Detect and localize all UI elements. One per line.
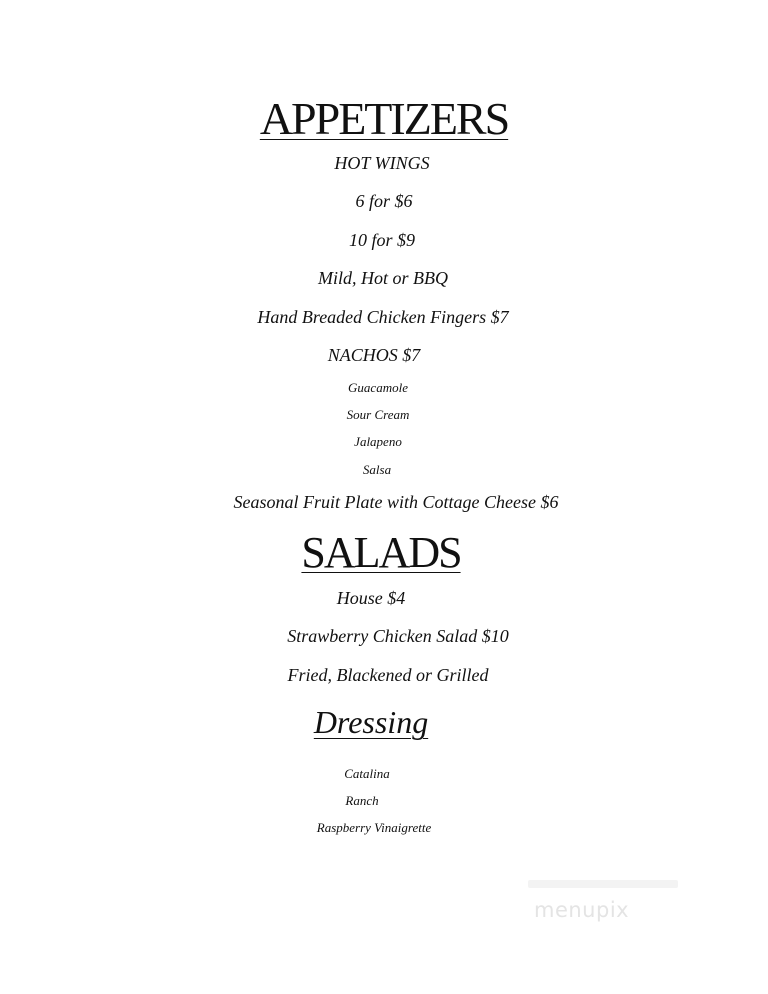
dressing-option-catalina: Catalina xyxy=(344,766,390,781)
salads-heading: SALADS xyxy=(301,528,461,577)
dressing-heading: Dressing xyxy=(313,704,429,740)
nacho-topping-salsa: Salsa xyxy=(362,462,392,477)
dressing-option-ranch: Ranch xyxy=(345,793,379,808)
nachos-item: NACHOS $7 xyxy=(327,345,421,365)
chicken-fingers-item: Hand Breaded Chicken Fingers $7 xyxy=(257,307,509,327)
appetizers-heading: APPETIZERS xyxy=(259,93,509,144)
watermark-strip xyxy=(528,880,678,888)
chicken-styles: Fried, Blackened or Grilled xyxy=(287,665,489,685)
wings-flavors: Mild, Hot or BBQ xyxy=(318,268,448,288)
nacho-topping-guacamole: Guacamole xyxy=(348,380,408,395)
fruit-plate-item: Seasonal Fruit Plate with Cottage Cheese $6 xyxy=(233,492,559,512)
nacho-topping-jalapeno: Jalapeno xyxy=(354,434,402,449)
strawberry-salad-item: Strawberry Chicken Salad $10 xyxy=(287,626,509,646)
hot-wings-title: HOT WINGS xyxy=(334,153,430,173)
menupix-watermark: menupix xyxy=(534,898,630,922)
wings-10-price: 10 for $9 xyxy=(348,230,415,250)
nacho-topping-sour-cream: Sour Cream xyxy=(346,407,410,422)
wings-6-price: 6 for $6 xyxy=(355,191,413,211)
dressing-option-raspberry-vinaigrette: Raspberry Vinaigrette xyxy=(316,820,432,835)
house-salad-item: House $4 xyxy=(336,588,406,608)
